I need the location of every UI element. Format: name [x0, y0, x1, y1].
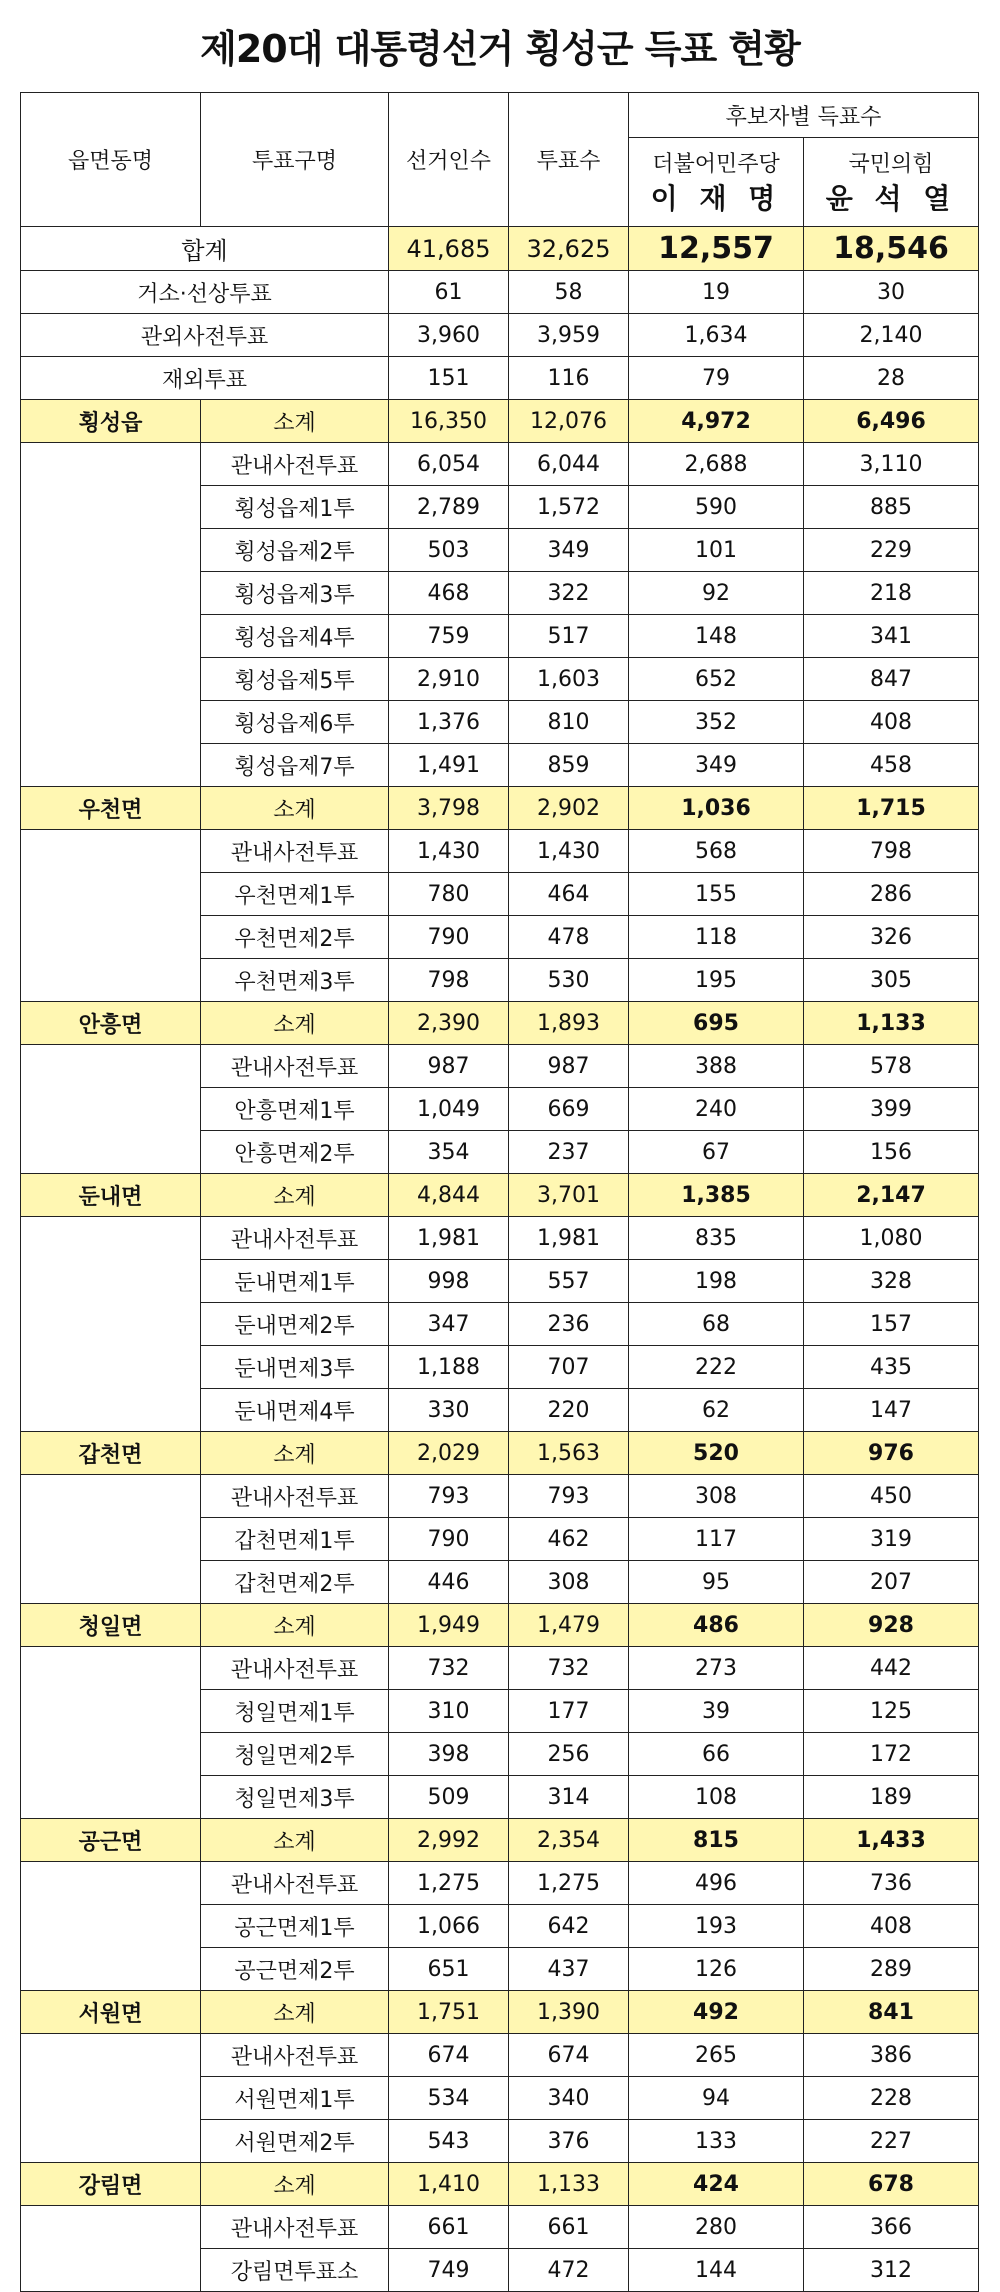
- header-region: 읍면동명: [21, 93, 201, 227]
- subtotal-electors-cell: 1,751: [389, 1991, 509, 2034]
- electors-cell: 468: [389, 572, 509, 615]
- region-name: 안흥면: [21, 1002, 201, 1045]
- subtotal-electors-cell: 2,390: [389, 1002, 509, 1045]
- subtotal-label: 소계: [201, 1174, 389, 1217]
- candidate-1-cell: 133: [629, 2120, 804, 2163]
- subtotal-candidate-2-cell: 976: [804, 1432, 979, 1475]
- total-label: 합계: [21, 227, 389, 271]
- candidate-1-cell: 148: [629, 615, 804, 658]
- votes-cell: 1,981: [509, 1217, 629, 1260]
- electors-cell: 1,376: [389, 701, 509, 744]
- electors-cell: 347: [389, 1303, 509, 1346]
- candidate-2-cell: 885: [804, 486, 979, 529]
- total-electors: 41,685: [389, 227, 509, 271]
- candidate-1-cell: 308: [629, 1475, 804, 1518]
- subtotal-votes-cell: 1,479: [509, 1604, 629, 1647]
- candidate-1-cell: 590: [629, 486, 804, 529]
- region-name: 공근면: [21, 1819, 201, 1862]
- candidate-1-cell: 126: [629, 1948, 804, 1991]
- station-name: 횡성읍제5투: [201, 658, 389, 701]
- electors-cell: 1,430: [389, 830, 509, 873]
- electors-cell: 1,491: [389, 744, 509, 787]
- results-table: [20, 92, 979, 2292]
- candidate-1-cell: 95: [629, 1561, 804, 1604]
- votes-cell: 3,959: [509, 314, 629, 357]
- subtotal-electors-cell: 3,798: [389, 787, 509, 830]
- candidate-1-cell: 273: [629, 1647, 804, 1690]
- region-blank-cell: [21, 2206, 201, 2292]
- station-name: 갑천면제2투: [201, 1561, 389, 1604]
- votes-cell: 557: [509, 1260, 629, 1303]
- special-row: [21, 314, 979, 357]
- electors-cell: 2,910: [389, 658, 509, 701]
- votes-cell: 322: [509, 572, 629, 615]
- station-name: 둔내면제3투: [201, 1346, 389, 1389]
- station-row: [21, 830, 979, 873]
- candidate-2-cell: 189: [804, 1776, 979, 1819]
- station-name: 둔내면제2투: [201, 1303, 389, 1346]
- electors-cell: 780: [389, 873, 509, 916]
- candidate-2-cell: 125: [804, 1690, 979, 1733]
- candidate-2-cell: 408: [804, 1905, 979, 1948]
- candidate-2-cell: 157: [804, 1303, 979, 1346]
- station-name: 공근면제2투: [201, 1948, 389, 1991]
- candidate-1-cell: 101: [629, 529, 804, 572]
- electors-cell: 732: [389, 1647, 509, 1690]
- votes-cell: 987: [509, 1045, 629, 1088]
- electors-cell: 534: [389, 2077, 509, 2120]
- electors-cell: 330: [389, 1389, 509, 1432]
- station-name: 횡성읍제7투: [201, 744, 389, 787]
- votes-cell: 530: [509, 959, 629, 1002]
- votes-cell: 314: [509, 1776, 629, 1819]
- subtotal-electors-cell: 1,410: [389, 2163, 509, 2206]
- electors-cell: 798: [389, 959, 509, 1002]
- total-row: [21, 227, 979, 271]
- candidate-2-cell: 30: [804, 271, 979, 314]
- region-blank-cell: [21, 1647, 201, 1819]
- votes-cell: 517: [509, 615, 629, 658]
- candidate-1-cell: 2,688: [629, 443, 804, 486]
- candidate-2-cell: 408: [804, 701, 979, 744]
- subtotal-candidate-2-cell: 841: [804, 1991, 979, 2034]
- candidate-2-cell: 28: [804, 357, 979, 400]
- electors-cell: 793: [389, 1475, 509, 1518]
- subtotal-electors-cell: 16,350: [389, 400, 509, 443]
- electors-cell: 2,789: [389, 486, 509, 529]
- subtotal-candidate-1-cell: 695: [629, 1002, 804, 1045]
- station-name: 관내사전투표: [201, 1475, 389, 1518]
- votes-cell: 1,275: [509, 1862, 629, 1905]
- votes-cell: 116: [509, 357, 629, 400]
- header-station: 투표구명: [201, 93, 389, 227]
- station-row: [21, 2034, 979, 2077]
- candidate-2-cell: 578: [804, 1045, 979, 1088]
- region-name: 강림면: [21, 2163, 201, 2206]
- candidate-2-cell: 386: [804, 2034, 979, 2077]
- header-row-top: [21, 93, 979, 138]
- electors-cell: 749: [389, 2249, 509, 2292]
- candidate-1-cell: 117: [629, 1518, 804, 1561]
- electors-cell: 509: [389, 1776, 509, 1819]
- station-name: 청일면제3투: [201, 1776, 389, 1819]
- candidate-2-cell: 450: [804, 1475, 979, 1518]
- electors-cell: 503: [389, 529, 509, 572]
- subtotal-label: 소계: [201, 1819, 389, 1862]
- candidate-2-party: 국민의힘: [848, 152, 934, 177]
- votes-cell: 669: [509, 1088, 629, 1131]
- station-name: 둔내면제1투: [201, 1260, 389, 1303]
- station-name: 횡성읍제2투: [201, 529, 389, 572]
- candidate-2-cell: 207: [804, 1561, 979, 1604]
- special-row-label: 관외사전투표: [21, 314, 389, 357]
- station-name: 안흥면제2투: [201, 1131, 389, 1174]
- candidate-2-cell: 326: [804, 916, 979, 959]
- votes-cell: 308: [509, 1561, 629, 1604]
- candidate-2-cell: 736: [804, 1862, 979, 1905]
- votes-cell: 58: [509, 271, 629, 314]
- station-name: 갑천면제1투: [201, 1518, 389, 1561]
- candidate-1-cell: 62: [629, 1389, 804, 1432]
- header-candidate-1: [629, 138, 804, 227]
- candidate-2-cell: 147: [804, 1389, 979, 1432]
- subtotal-candidate-1-cell: 4,972: [629, 400, 804, 443]
- candidate-1-cell: 66: [629, 1733, 804, 1776]
- electors-cell: 674: [389, 2034, 509, 2077]
- subtotal-votes-cell: 12,076: [509, 400, 629, 443]
- candidate-2-cell: 229: [804, 529, 979, 572]
- electors-cell: 1,049: [389, 1088, 509, 1131]
- candidate-1-cell: 19: [629, 271, 804, 314]
- station-name: 관내사전투표: [201, 2034, 389, 2077]
- electors-cell: 987: [389, 1045, 509, 1088]
- total-candidate-2: 18,546: [804, 227, 979, 271]
- subtotal-row: [21, 400, 979, 443]
- candidate-1-cell: 79: [629, 357, 804, 400]
- station-row: [21, 1045, 979, 1088]
- subtotal-candidate-2-cell: 678: [804, 2163, 979, 2206]
- station-name: 우천면제3투: [201, 959, 389, 1002]
- header-candidate-group: 후보자별 득표수: [629, 93, 979, 138]
- votes-cell: 220: [509, 1389, 629, 1432]
- station-name: 둔내면제4투: [201, 1389, 389, 1432]
- candidate-2-cell: 286: [804, 873, 979, 916]
- electors-cell: 446: [389, 1561, 509, 1604]
- candidate-1-cell: 195: [629, 959, 804, 1002]
- station-name: 관내사전투표: [201, 1045, 389, 1088]
- subtotal-label: 소계: [201, 400, 389, 443]
- station-name: 횡성읍제6투: [201, 701, 389, 744]
- candidate-2-cell: 798: [804, 830, 979, 873]
- votes-cell: 349: [509, 529, 629, 572]
- station-name: 횡성읍제4투: [201, 615, 389, 658]
- total-votes: 32,625: [509, 227, 629, 271]
- candidate-2-cell: 1,080: [804, 1217, 979, 1260]
- votes-cell: 462: [509, 1518, 629, 1561]
- station-row: [21, 1647, 979, 1690]
- special-row-label: 거소·선상투표: [21, 271, 389, 314]
- candidate-2-cell: 442: [804, 1647, 979, 1690]
- candidate-1-cell: 108: [629, 1776, 804, 1819]
- subtotal-label: 소계: [201, 1002, 389, 1045]
- candidate-1-cell: 67: [629, 1131, 804, 1174]
- station-name: 서원면제1투: [201, 2077, 389, 2120]
- candidate-2-cell: 328: [804, 1260, 979, 1303]
- station-row: [21, 2206, 979, 2249]
- region-name: 서원면: [21, 1991, 201, 2034]
- electors-cell: 651: [389, 1948, 509, 1991]
- subtotal-candidate-2-cell: 2,147: [804, 1174, 979, 1217]
- votes-cell: 464: [509, 873, 629, 916]
- candidate-2-cell: 305: [804, 959, 979, 1002]
- candidate-1-cell: 39: [629, 1690, 804, 1733]
- candidate-2-cell: 228: [804, 2077, 979, 2120]
- subtotal-votes-cell: 2,354: [509, 1819, 629, 1862]
- candidate-2-cell: 399: [804, 1088, 979, 1131]
- subtotal-votes-cell: 1,893: [509, 1002, 629, 1045]
- station-name: 공근면제1투: [201, 1905, 389, 1948]
- header-electors: 선거인수: [389, 93, 509, 227]
- station-name: 안흥면제1투: [201, 1088, 389, 1131]
- region-name: 횡성읍: [21, 400, 201, 443]
- electors-cell: 661: [389, 2206, 509, 2249]
- candidate-2-cell: 2,140: [804, 314, 979, 357]
- votes-cell: 1,572: [509, 486, 629, 529]
- special-row: [21, 357, 979, 400]
- candidate-1-cell: 240: [629, 1088, 804, 1131]
- candidate-1-cell: 496: [629, 1862, 804, 1905]
- candidate-1-cell: 835: [629, 1217, 804, 1260]
- region-blank-cell: [21, 1475, 201, 1604]
- electors-cell: 310: [389, 1690, 509, 1733]
- subtotal-candidate-2-cell: 928: [804, 1604, 979, 1647]
- subtotal-electors-cell: 4,844: [389, 1174, 509, 1217]
- candidate-1-cell: 193: [629, 1905, 804, 1948]
- subtotal-row: [21, 1604, 979, 1647]
- subtotal-candidate-1-cell: 492: [629, 1991, 804, 2034]
- station-name: 강림면투표소: [201, 2249, 389, 2292]
- candidate-1-cell: 222: [629, 1346, 804, 1389]
- candidate-2-cell: 289: [804, 1948, 979, 1991]
- votes-cell: 793: [509, 1475, 629, 1518]
- station-name: 우천면제1투: [201, 873, 389, 916]
- votes-cell: 661: [509, 2206, 629, 2249]
- votes-cell: 859: [509, 744, 629, 787]
- subtotal-electors-cell: 2,992: [389, 1819, 509, 1862]
- station-row: [21, 443, 979, 486]
- electors-cell: 790: [389, 916, 509, 959]
- subtotal-row: [21, 1991, 979, 2034]
- candidate-2-cell: 319: [804, 1518, 979, 1561]
- electors-cell: 6,054: [389, 443, 509, 486]
- electors-cell: 354: [389, 1131, 509, 1174]
- subtotal-row: [21, 1002, 979, 1045]
- electors-cell: 790: [389, 1518, 509, 1561]
- votes-cell: 256: [509, 1733, 629, 1776]
- station-row: [21, 1862, 979, 1905]
- candidate-2-cell: 227: [804, 2120, 979, 2163]
- subtotal-candidate-1-cell: 1,036: [629, 787, 804, 830]
- region-blank-cell: [21, 1045, 201, 1174]
- votes-cell: 1,603: [509, 658, 629, 701]
- station-name: 관내사전투표: [201, 1647, 389, 1690]
- subtotal-candidate-2-cell: 1,715: [804, 787, 979, 830]
- votes-cell: 437: [509, 1948, 629, 1991]
- candidate-2-cell: 847: [804, 658, 979, 701]
- votes-cell: 376: [509, 2120, 629, 2163]
- subtotal-row: [21, 787, 979, 830]
- votes-cell: 732: [509, 1647, 629, 1690]
- electors-cell: 398: [389, 1733, 509, 1776]
- subtotal-votes-cell: 1,390: [509, 1991, 629, 2034]
- station-name: 관내사전투표: [201, 830, 389, 873]
- special-row: [21, 271, 979, 314]
- candidate-1-cell: 118: [629, 916, 804, 959]
- special-row-label: 재외투표: [21, 357, 389, 400]
- electors-cell: 759: [389, 615, 509, 658]
- votes-cell: 340: [509, 2077, 629, 2120]
- electors-cell: 1,275: [389, 1862, 509, 1905]
- station-row: [21, 1475, 979, 1518]
- candidate-1-cell: 652: [629, 658, 804, 701]
- subtotal-votes-cell: 2,902: [509, 787, 629, 830]
- votes-cell: 810: [509, 701, 629, 744]
- votes-cell: 472: [509, 2249, 629, 2292]
- region-blank-cell: [21, 443, 201, 787]
- region-blank-cell: [21, 830, 201, 1002]
- candidate-2-cell: 435: [804, 1346, 979, 1389]
- station-name: 횡성읍제1투: [201, 486, 389, 529]
- region-name: 둔내면: [21, 1174, 201, 1217]
- subtotal-candidate-1-cell: 1,385: [629, 1174, 804, 1217]
- station-name: 청일면제2투: [201, 1733, 389, 1776]
- candidate-1-cell: 1,634: [629, 314, 804, 357]
- candidate-2-cell: 218: [804, 572, 979, 615]
- candidate-1-cell: 92: [629, 572, 804, 615]
- candidate-2-cell: 3,110: [804, 443, 979, 486]
- candidate-2-cell: 156: [804, 1131, 979, 1174]
- candidate-2-cell: 312: [804, 2249, 979, 2292]
- electors-cell: 1,066: [389, 1905, 509, 1948]
- subtotal-candidate-1-cell: 520: [629, 1432, 804, 1475]
- votes-cell: 6,044: [509, 443, 629, 486]
- candidate-1-cell: 68: [629, 1303, 804, 1346]
- candidate-2-cell: 172: [804, 1733, 979, 1776]
- electors-cell: 543: [389, 2120, 509, 2163]
- region-name: 우천면: [21, 787, 201, 830]
- candidate-1-cell: 352: [629, 701, 804, 744]
- station-row: [21, 1217, 979, 1260]
- votes-cell: 707: [509, 1346, 629, 1389]
- subtotal-votes-cell: 1,563: [509, 1432, 629, 1475]
- subtotal-electors-cell: 2,029: [389, 1432, 509, 1475]
- subtotal-label: 소계: [201, 1991, 389, 2034]
- subtotal-votes-cell: 1,133: [509, 2163, 629, 2206]
- votes-cell: 674: [509, 2034, 629, 2077]
- header-candidate-2: [804, 138, 979, 227]
- candidate-1-cell: 388: [629, 1045, 804, 1088]
- region-blank-cell: [21, 1217, 201, 1432]
- candidate-1-cell: 94: [629, 2077, 804, 2120]
- electors-cell: 998: [389, 1260, 509, 1303]
- votes-cell: 478: [509, 916, 629, 959]
- votes-cell: 237: [509, 1131, 629, 1174]
- candidate-2-cell: 366: [804, 2206, 979, 2249]
- candidate-2-cell: 458: [804, 744, 979, 787]
- station-name: 관내사전투표: [201, 443, 389, 486]
- candidate-1-cell: 265: [629, 2034, 804, 2077]
- subtotal-row: [21, 1174, 979, 1217]
- electors-cell: 3,960: [389, 314, 509, 357]
- subtotal-label: 소계: [201, 2163, 389, 2206]
- station-name: 관내사전투표: [201, 1862, 389, 1905]
- electors-cell: 1,188: [389, 1346, 509, 1389]
- electors-cell: 1,981: [389, 1217, 509, 1260]
- station-name: 서원면제2투: [201, 2120, 389, 2163]
- station-name: 관내사전투표: [201, 1217, 389, 1260]
- subtotal-row: [21, 1819, 979, 1862]
- candidate-1-cell: 144: [629, 2249, 804, 2292]
- electors-cell: 151: [389, 357, 509, 400]
- subtotal-row: [21, 2163, 979, 2206]
- candidate-1-cell: 568: [629, 830, 804, 873]
- candidate-1-cell: 349: [629, 744, 804, 787]
- candidate-1-party: 더불어민주당: [652, 152, 780, 177]
- subtotal-row: [21, 1432, 979, 1475]
- station-name: 우천면제2투: [201, 916, 389, 959]
- votes-cell: 642: [509, 1905, 629, 1948]
- subtotal-candidate-1-cell: 486: [629, 1604, 804, 1647]
- subtotal-label: 소계: [201, 1604, 389, 1647]
- votes-cell: 1,430: [509, 830, 629, 873]
- candidate-1-name: 이 재 명: [650, 182, 782, 215]
- subtotal-candidate-1-cell: 424: [629, 2163, 804, 2206]
- region-name: 갑천면: [21, 1432, 201, 1475]
- votes-cell: 236: [509, 1303, 629, 1346]
- subtotal-label: 소계: [201, 1432, 389, 1475]
- header-votes: 투표수: [509, 93, 629, 227]
- station-name: 청일면제1투: [201, 1690, 389, 1733]
- page-title: 제20대 대통령선거 횡성군 득표 현황: [200, 27, 800, 71]
- candidate-2-name: 윤 석 열: [825, 182, 957, 215]
- station-name: 횡성읍제3투: [201, 572, 389, 615]
- subtotal-candidate-2-cell: 1,433: [804, 1819, 979, 1862]
- subtotal-candidate-1-cell: 815: [629, 1819, 804, 1862]
- candidate-1-cell: 198: [629, 1260, 804, 1303]
- candidate-1-cell: 155: [629, 873, 804, 916]
- candidate-2-cell: 341: [804, 615, 979, 658]
- subtotal-electors-cell: 1,949: [389, 1604, 509, 1647]
- electors-cell: 61: [389, 271, 509, 314]
- candidate-1-cell: 280: [629, 2206, 804, 2249]
- subtotal-candidate-2-cell: 6,496: [804, 400, 979, 443]
- region-blank-cell: [21, 1862, 201, 1991]
- votes-cell: 177: [509, 1690, 629, 1733]
- region-blank-cell: [21, 2034, 201, 2163]
- station-name: 관내사전투표: [201, 2206, 389, 2249]
- region-name: 청일면: [21, 1604, 201, 1647]
- total-candidate-1: 12,557: [629, 227, 804, 271]
- subtotal-label: 소계: [201, 787, 389, 830]
- subtotal-candidate-2-cell: 1,133: [804, 1002, 979, 1045]
- subtotal-votes-cell: 3,701: [509, 1174, 629, 1217]
